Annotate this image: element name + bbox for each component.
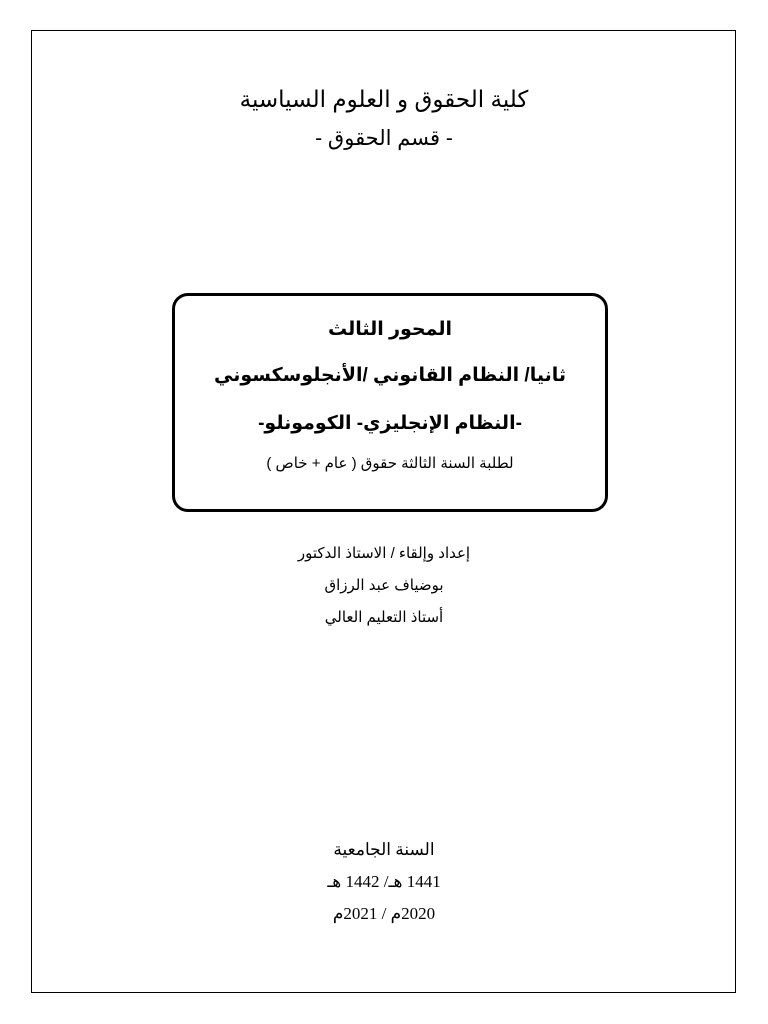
author-rank: أستاذ التعليم العالي xyxy=(324,609,444,626)
author-name: بوضياف عبد الرزاق xyxy=(324,577,444,594)
audience-line: لطلبة السنة الثالثة حقوق ( عام + خاص ) xyxy=(266,455,514,472)
hijri-years: 1441 هـ/ 1442 هـ xyxy=(327,872,441,891)
faculty-name: كلية الحقوق و العلوم السياسية xyxy=(239,86,529,112)
english-system-title: -النظام الإنجليزي- الكومونلو- xyxy=(258,413,522,434)
department-name: - قسم الحقوق - xyxy=(315,127,453,150)
prepared-by: إعداد وإلقاء / الاستاذ الدكتور xyxy=(297,545,471,562)
academic-year-label: السنة الجامعية xyxy=(333,840,435,859)
title-box xyxy=(172,293,608,512)
gregorian-years: 2020م / 2021م xyxy=(332,904,436,923)
system-title: ثانيا/ النظام القانوني /الأنجلوسكسوني xyxy=(213,365,566,386)
axis-title: المحور الثالث xyxy=(328,319,452,340)
